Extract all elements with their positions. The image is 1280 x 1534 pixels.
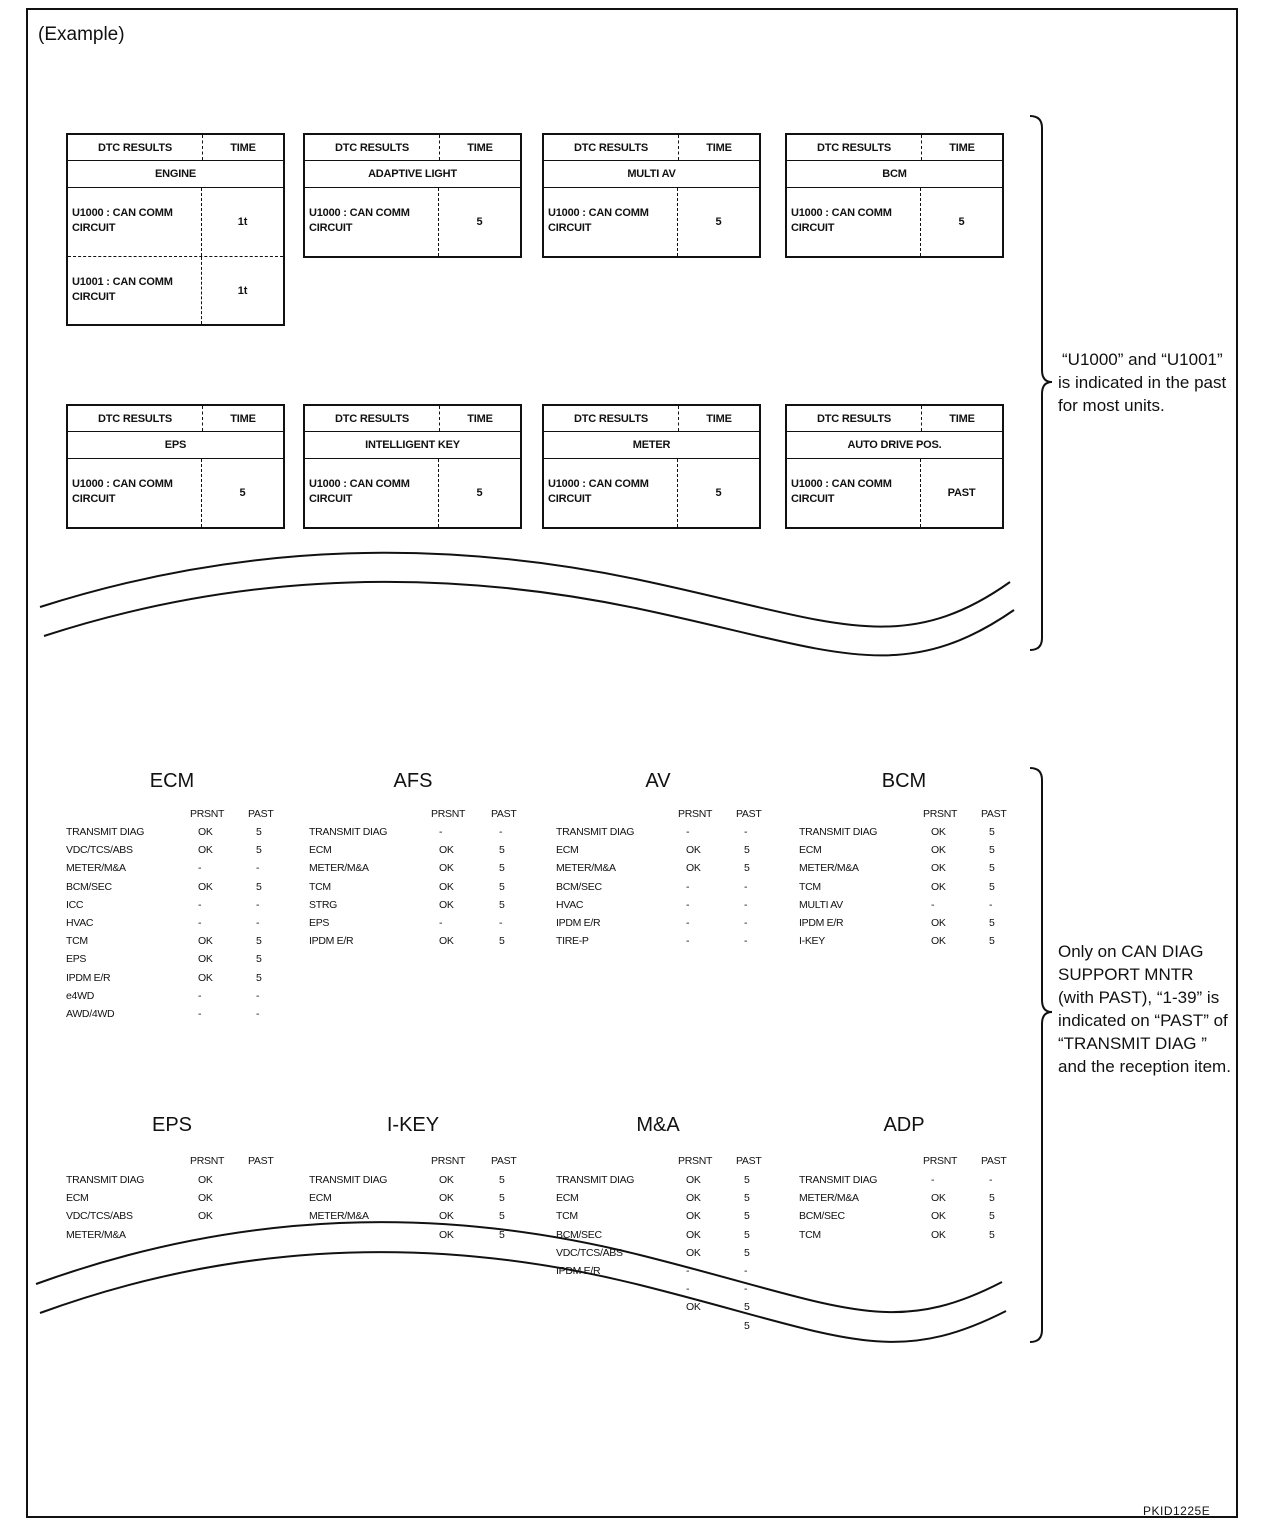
monitor-present-value: -	[198, 862, 202, 875]
dtc-code-line: U1000 : CAN COMM	[309, 478, 410, 490]
dtc-code-line: CIRCUIT	[72, 291, 116, 303]
monitor-item: STRG	[309, 898, 337, 911]
monitor-item: VDC/TCS/ABS	[66, 1210, 133, 1223]
dtc-time-header: TIME	[467, 141, 493, 154]
monitor-present-value: OK	[198, 844, 213, 857]
monitor-present-value: -	[198, 989, 202, 1002]
dtc-code-line: U1000 : CAN COMM	[309, 207, 410, 219]
monitor-item: VDC/TCS/ABS	[556, 1246, 623, 1259]
monitor-item: METER/M&A	[66, 862, 126, 875]
monitor-past-value: -	[744, 1283, 748, 1296]
monitor-present-value: OK	[931, 1210, 946, 1223]
monitor-past-value: 5	[499, 1192, 505, 1205]
dtc-time-header: TIME	[706, 141, 732, 154]
monitor-item: IPDM E/R	[556, 917, 601, 929]
monitor-past-value: 5	[744, 1210, 750, 1223]
dtc-code-line: U1000 : CAN COMM	[548, 207, 649, 219]
monitor-unit-title: ECM	[149, 770, 195, 792]
monitor-present-value: -	[198, 898, 202, 911]
monitor-present-value: -	[931, 1174, 935, 1186]
monitor-unit-title: EPS	[151, 1114, 193, 1136]
note-bottom-line: “TRANSMIT DIAG ”	[1058, 1034, 1207, 1053]
dtc-code-line: CIRCUIT	[791, 493, 835, 505]
past-column-header: PAST	[491, 1155, 517, 1167]
dtc-results-header: DTC RESULTS	[305, 406, 440, 431]
monitor-item: ECM	[556, 1192, 579, 1205]
monitor-present-value: OK	[931, 917, 946, 929]
monitor-past-value: 5	[989, 826, 995, 838]
monitor-item: EPS	[309, 917, 330, 929]
monitor-present-value: OK	[198, 953, 213, 966]
dtc-code-line: CIRCUIT	[548, 493, 592, 505]
present-column-header: PRSNT	[190, 1155, 225, 1167]
monitor-past-value: 5	[256, 880, 262, 893]
monitor-present-value: -	[686, 1265, 690, 1277]
monitor-past-value: 5	[989, 880, 995, 893]
monitor-present-value: OK	[198, 1192, 213, 1205]
monitor-present-value: OK	[198, 1174, 213, 1186]
monitor-past-value: -	[744, 898, 748, 911]
monitor-present-value: -	[931, 898, 935, 911]
dtc-time-value: 1t	[237, 216, 248, 228]
monitor-past-value: 5	[499, 880, 505, 893]
monitor-item: METER/M&A	[309, 862, 369, 875]
monitor-past-value: 5	[744, 1319, 750, 1332]
monitor-present-value: -	[686, 1283, 690, 1296]
dtc-code-line: U1000 : CAN COMM	[72, 478, 173, 490]
monitor-item: TCM	[799, 880, 821, 893]
monitor-item: TCM	[309, 880, 331, 893]
monitor-past-value: 5	[256, 826, 262, 838]
dtc-results-header: DTC RESULTS	[68, 135, 203, 160]
monitor-past-value: 5	[256, 953, 262, 966]
monitor-unit-title: BCM	[881, 770, 927, 792]
monitor-item: TCM	[799, 1228, 821, 1241]
monitor-item: IPDM E/R	[309, 935, 354, 948]
past-column-header: PAST	[248, 1155, 274, 1167]
monitor-present-value: OK	[439, 880, 454, 893]
dtc-unit-name: BCM	[787, 161, 1002, 188]
dtc-code-line: U1000 : CAN COMM	[72, 207, 173, 219]
monitor-past-value: 5	[499, 1228, 505, 1241]
monitor-unit-title: AV	[645, 770, 671, 792]
monitor-present-value: OK	[439, 1228, 454, 1241]
monitor-past-value: 5	[989, 917, 995, 929]
monitor-item: METER/M&A	[309, 1210, 369, 1223]
dtc-code-line: CIRCUIT	[72, 493, 116, 505]
monitor-item: TCM	[556, 1210, 578, 1223]
monitor-present-value: OK	[931, 826, 946, 838]
monitor-item: TCM	[66, 935, 88, 948]
monitor-item: METER/M&A	[556, 862, 616, 875]
past-column-header: PAST	[981, 808, 1007, 820]
dtc-code-line: CIRCUIT	[309, 222, 353, 234]
monitor-item: TRANSMIT DIAG	[799, 826, 878, 838]
monitor-item: MULTI AV	[799, 898, 843, 911]
present-column-header: PRSNT	[431, 1155, 466, 1167]
present-column-header: PRSNT	[678, 1155, 713, 1167]
monitor-item: BCM/SEC	[66, 880, 112, 893]
dtc-results-header: DTC RESULTS	[787, 406, 922, 431]
monitor-past-value: -	[989, 898, 993, 911]
monitor-present-value: -	[439, 826, 443, 838]
brace-bottom	[1030, 768, 1052, 1342]
monitor-present-value: -	[686, 917, 690, 929]
note-top	[1058, 348, 1226, 417]
monitor-past-value: 5	[744, 1246, 750, 1259]
dtc-time-value: 1t	[237, 284, 248, 297]
monitor-past-value: 5	[989, 844, 995, 857]
monitor-item: ECM	[66, 1192, 89, 1205]
monitor-past-value: -	[256, 898, 260, 911]
monitor-unit-title: I-KEY	[386, 1114, 440, 1136]
past-column-header: PAST	[736, 1155, 762, 1167]
dtc-time-value: 5	[958, 216, 965, 228]
monitor-present-value: OK	[686, 1210, 701, 1223]
monitor-present-value: OK	[686, 862, 701, 875]
dtc-unit-name: ADAPTIVE LIGHT	[305, 161, 520, 188]
monitor-item: ICC	[66, 898, 84, 911]
monitor-past-value: 5	[499, 844, 505, 857]
dtc-code-line: U1000 : CAN COMM	[791, 207, 892, 219]
monitor-item: ECM	[556, 844, 579, 857]
monitor-past-value: -	[256, 989, 260, 1002]
monitor-item: TIRE-P	[556, 935, 589, 948]
dtc-results-header: DTC RESULTS	[544, 406, 679, 431]
monitor-present-value: -	[439, 917, 443, 929]
monitor-unit-title: M&A	[636, 1114, 680, 1136]
monitor-past-value: 5	[499, 862, 505, 875]
example-label: (Example)	[38, 24, 125, 45]
monitor-past-value: -	[744, 935, 748, 948]
dtc-time-value: PAST	[947, 487, 976, 499]
monitor-item: TRANSMIT DIAG	[309, 1174, 388, 1186]
monitor-past-value: -	[499, 917, 503, 929]
monitor-item: TRANSMIT DIAG	[66, 826, 145, 838]
monitor-past-value: -	[744, 1265, 748, 1277]
monitor-present-value: -	[686, 826, 690, 838]
monitor-present-value: OK	[198, 971, 213, 984]
monitor-present-value: OK	[686, 844, 701, 857]
monitor-past-value: 5	[499, 935, 505, 948]
dtc-results-header: DTC RESULTS	[787, 135, 922, 160]
monitor-present-value: OK	[931, 1192, 946, 1205]
present-column-header: PRSNT	[678, 808, 713, 820]
monitor-item: TRANSMIT DIAG	[556, 826, 635, 838]
dtc-code-line: U1000 : CAN COMM	[548, 478, 649, 490]
note-top-line: is indicated in the past	[1058, 373, 1227, 392]
dtc-code-line: CIRCUIT	[72, 222, 116, 234]
note-top-line: for most units.	[1058, 396, 1165, 415]
monitor-present-value: -	[686, 898, 690, 911]
monitor-past-value: 5	[989, 862, 995, 875]
monitor-item: TRANSMIT DIAG	[309, 826, 388, 838]
note-bottom	[1058, 940, 1231, 1078]
monitor-item: ECM	[309, 844, 332, 857]
monitor-present-value: OK	[198, 826, 213, 838]
monitor-present-value: OK	[439, 862, 454, 875]
monitor-present-value: OK	[686, 1192, 701, 1205]
monitor-past-value: 5	[499, 898, 505, 911]
past-column-header: PAST	[491, 808, 517, 820]
monitor-past-value: -	[744, 826, 748, 838]
monitor-item: ECM	[799, 844, 822, 857]
dtc-time-value: 5	[476, 487, 483, 499]
monitor-present-value: OK	[931, 880, 946, 893]
monitor-item: BCM/SEC	[799, 1210, 845, 1223]
dtc-results-header: DTC RESULTS	[68, 406, 203, 431]
note-bottom-line: SUPPORT MNTR	[1058, 965, 1194, 984]
note-bottom-line: and the reception item.	[1058, 1057, 1231, 1076]
monitor-past-value: 5	[499, 1210, 505, 1223]
dtc-time-header: TIME	[230, 412, 256, 425]
monitor-item: TRANSMIT DIAG	[66, 1174, 145, 1186]
monitor-present-value: OK	[686, 1246, 701, 1259]
dtc-unit-name: METER	[544, 432, 759, 459]
dtc-results-header: DTC RESULTS	[305, 135, 440, 160]
monitor-present-value: OK	[439, 935, 454, 948]
monitor-item: ECM	[309, 1192, 332, 1205]
monitor-past-value: 5	[256, 844, 262, 857]
monitor-past-value: -	[744, 880, 748, 893]
monitor-present-value: OK	[686, 1174, 701, 1186]
monitor-past-value: -	[256, 917, 260, 929]
monitor-past-value: 5	[989, 1228, 995, 1241]
monitor-present-value: OK	[931, 844, 946, 857]
monitor-present-value: -	[198, 917, 202, 929]
monitor-past-value: -	[256, 862, 260, 875]
break-wave-top-2	[44, 582, 1014, 656]
dtc-time-header: TIME	[230, 141, 256, 154]
past-column-header: PAST	[248, 808, 274, 820]
monitor-item: BCM/SEC	[556, 880, 602, 893]
monitor-past-value: 5	[744, 1192, 750, 1205]
monitor-present-value: OK	[686, 1301, 701, 1314]
monitor-present-value: -	[198, 1008, 202, 1020]
monitor-past-value: 5	[744, 862, 750, 875]
break-wave-bottom-2	[40, 1252, 1006, 1342]
dtc-unit-name: MULTI AV	[544, 161, 759, 188]
dtc-time-value: 5	[715, 487, 722, 499]
note-bottom-line: indicated on “PAST” of	[1058, 1011, 1228, 1030]
dtc-unit-name: AUTO DRIVE POS.	[787, 432, 1002, 459]
dtc-unit-name: ENGINE	[68, 161, 283, 188]
dtc-results-header: DTC RESULTS	[544, 135, 679, 160]
present-column-header: PRSNT	[431, 808, 466, 820]
brace-top	[1030, 116, 1052, 650]
present-column-header: PRSNT	[923, 1155, 958, 1167]
present-column-header: PRSNT	[190, 808, 225, 820]
monitor-present-value: OK	[931, 862, 946, 875]
monitor-item: BCM/SEC	[556, 1228, 602, 1241]
monitor-item: METER/M&A	[799, 862, 859, 875]
monitor-present-value: -	[686, 935, 690, 948]
past-column-header: PAST	[736, 808, 762, 820]
monitor-past-value: 5	[744, 1228, 750, 1241]
monitor-item: HVAC	[556, 898, 584, 911]
monitor-past-value: 5	[499, 1174, 505, 1186]
monitor-present-value: OK	[198, 880, 213, 893]
dtc-time-header: TIME	[949, 141, 975, 154]
dtc-code-line: CIRCUIT	[548, 222, 592, 234]
monitor-past-value: 5	[256, 935, 262, 948]
monitor-item: METER/M&A	[799, 1192, 859, 1205]
monitor-item: HVAC	[66, 917, 94, 929]
dtc-time-header: TIME	[706, 412, 732, 425]
note-bottom-line: Only on CAN DIAG	[1058, 942, 1204, 961]
monitor-past-value: 5	[744, 1174, 750, 1186]
monitor-present-value: OK	[439, 1174, 454, 1186]
monitor-item: IPDM E/R	[799, 917, 844, 929]
dtc-code-line: U1000 : CAN COMM	[791, 478, 892, 490]
monitor-past-value: -	[499, 826, 503, 838]
monitor-item: METER/M&A	[66, 1228, 126, 1241]
dtc-time-header: TIME	[949, 412, 975, 425]
monitor-present-value: OK	[439, 1210, 454, 1223]
monitor-item: TRANSMIT DIAG	[556, 1174, 635, 1186]
monitor-present-value: OK	[931, 1228, 946, 1241]
monitor-past-value: -	[256, 1008, 260, 1020]
monitor-past-value: 5	[989, 935, 995, 948]
monitor-present-value: -	[686, 880, 690, 893]
monitor-present-value: OK	[931, 935, 946, 948]
monitor-past-value: 5	[989, 1192, 995, 1205]
monitor-item: e4WD	[66, 989, 94, 1002]
monitor-present-value: OK	[439, 1192, 454, 1205]
past-column-header: PAST	[981, 1155, 1007, 1167]
break-wave-bottom-1	[36, 1222, 1002, 1312]
dtc-code-line: CIRCUIT	[791, 222, 835, 234]
monitor-item: IPDM E/R	[66, 971, 111, 984]
dtc-unit-name: EPS	[68, 432, 283, 459]
monitor-unit-title: ADP	[883, 1114, 925, 1136]
monitor-past-value: -	[989, 1174, 993, 1186]
dtc-code-line: CIRCUIT	[309, 493, 353, 505]
monitor-past-value: -	[744, 917, 748, 929]
monitor-item: I-KEY	[799, 935, 825, 948]
monitor-past-value: 5	[989, 1210, 995, 1223]
monitor-present-value: OK	[686, 1228, 701, 1241]
dtc-time-value: 5	[476, 216, 483, 228]
monitor-present-value: OK	[198, 935, 213, 948]
monitor-item: IPDM E/R	[556, 1265, 601, 1277]
dtc-time-value: 5	[239, 487, 246, 499]
dtc-time-value: 5	[715, 216, 722, 228]
note-top-line: “U1000” and “U1001”	[1062, 350, 1223, 369]
figure-code: PKID1225E	[1143, 1504, 1211, 1518]
monitor-present-value: OK	[198, 1210, 213, 1223]
dtc-time-header: TIME	[467, 412, 493, 425]
monitor-present-value: OK	[439, 898, 454, 911]
monitor-item: EPS	[66, 953, 87, 966]
monitor-past-value: 5	[256, 971, 262, 984]
note-bottom-line: (with PAST), “1-39” is	[1058, 988, 1220, 1007]
present-column-header: PRSNT	[923, 808, 958, 820]
monitor-past-value: 5	[744, 844, 750, 857]
monitor-item: AWD/4WD	[66, 1008, 115, 1020]
monitor-item: TRANSMIT DIAG	[799, 1174, 878, 1186]
monitor-past-value: 5	[744, 1301, 750, 1314]
monitor-unit-title: AFS	[393, 770, 433, 792]
dtc-unit-name: INTELLIGENT KEY	[305, 432, 520, 459]
dtc-code-line: U1001 : CAN COMM	[72, 276, 173, 288]
monitor-item: VDC/TCS/ABS	[66, 844, 133, 857]
monitor-present-value: OK	[439, 844, 454, 857]
